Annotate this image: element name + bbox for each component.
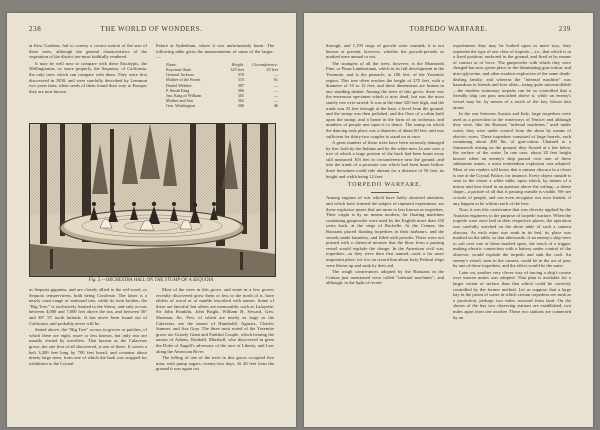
- table-row: [166, 103, 278, 108]
- right-column-1: [326, 43, 444, 287]
- paragraph: A great number of these trees have been seriously damaged by fire, both by the Indians and by the white men. In one case, a tree of which a large portion of the back had been burnt away still measured 103 feet in circumference near the ground, and into the trunk of a prostrate one which had been burnt hollow three horsemen could ride abreast for a distance of 50 feet, its height and width being 12 feet.: [326, 140, 444, 179]
- paragraph: Most of the trees in this grove, and some in a few groves recently discovered grow them or less to the north of it, have tablets of wood or of marble inscribed with names. Some of these are fanciful, but others are memorable; such as Lafayette, Sir John Franklin, John Bright, William H. Seward, Gen. Sherman, &c. Few, of which are nearly as large as the Calaveras, are the names of Humboldt, Agassiz, Charles Sumner, and Asa Gray. The three most noted of the Yosemite grove are Grizzly Giant and Faithful Couple, which bearing the names of Adams, Kimball, Marshall, who discovered in great the Dobe of Angell's adversary of the race of Liberty, and Law along the American River.: [156, 287, 274, 354]
- paragraph: The strangest of all the trees, however, is the Mammoth Pine, or Pinus Lambertiana, which in its full development in the Yosemite, and is the pinnacle, at 100 feet, of the Yosemite region. This tree often reaches the height of 275 feet, with a diameter of 10 to 12 feet; and these dimensions are beaten in any standing timber. Among the trees of this grove, there was the enormous specimen which is now dead, but was the most stately tree ever sawed. It was at the time 320 feet high, and the trunk was 33 feet through at the base, a level from the ground, and the stump was then polished, and the floor of a cabin built upon the stump, and a house in the form of an orchestra, and numbers of people met upon it to dance. The stump on which the dancing took place was a diameter of about 60 feet, and was sufficient for thirty-two couples to stand on at once.: [326, 60, 444, 139]
- section-heading: TORPEDO WARFARE.: [347, 182, 423, 189]
- table-cell: 325 feet: [230, 66, 244, 72]
- table-cell: Jno. King of William: [166, 93, 202, 98]
- table-cell: 45 feet: [266, 66, 278, 72]
- table-cell: 307: [237, 82, 244, 88]
- left-column-bottom-2: [156, 287, 274, 373]
- page-number: 239: [558, 25, 571, 33]
- table-cell: 315: [237, 77, 244, 83]
- table-cell: —: [273, 87, 278, 93]
- figure-caption: Fig. 3.—ORCHESTRA HALL ON THE STUMP OF A SEQUOIA.: [88, 278, 215, 283]
- table-header: Height.: [231, 61, 244, 67]
- left-column-top-2: [156, 43, 278, 112]
- table-cell: Gen. Washington: [166, 103, 195, 109]
- table-cell: 61: [273, 77, 278, 83]
- right-page: [304, 13, 593, 427]
- table-cell: 306: [237, 87, 244, 93]
- left-column-bottom-1: [29, 287, 147, 367]
- table-header: Name.: [166, 61, 177, 67]
- running-title: TORPEDO WARFARE.: [409, 25, 488, 33]
- measurements-table: [166, 62, 278, 109]
- table-cell: —: [273, 98, 278, 104]
- page-number: 238: [29, 25, 42, 33]
- table-cell: 305: [237, 93, 244, 98]
- right-header: [326, 25, 571, 35]
- table-cell: —: [273, 93, 278, 98]
- paragraph: at Kew Gardens, fail to convey a correct notion of the size of these trees, although the general characteristics of the vegetation of the district are most faithfully rendered.: [29, 43, 147, 60]
- table-cell: General Jackson: [166, 72, 194, 78]
- table-cell: Mother of the Forest: [166, 77, 201, 83]
- engraving-illustration: [29, 123, 276, 277]
- paragraph: Palace at Sydenham, where it was unfortunately burnt. The following table gives the measurements of some of the larger:—: [156, 43, 274, 60]
- paragraph: through, and 1,193 rings of growth were counted; it is not known at present, however, whether the growth-periods so marked were annual or not.: [326, 43, 444, 60]
- right-column-2: [453, 43, 571, 321]
- paragraph: Now, it was this contrivance that was cleverly applied by the Austrian engineers to the purpose of torpedo warfare. When the torpedo were once laid in their respective places, the operation was carefully watched on the shore table of such a camera obscura. As each mine was sunk in its bed, its place was marked on the table, so that afterwards, if an enemy's ship were to sail over one of these marked spots, the touch of a trigger, making electric connection with a battery under control of the observer, would explode the torpedo and sink the craft. An enemy's vessel, seen in the camera, could be in the act of pass by one of these torpedoes, and the effect would be the same.: [453, 207, 571, 269]
- table-cell: P. Smith King: [166, 87, 190, 93]
- paragraph: The rough contrivances adopted by the Russians in the Crimea just mentioned were called "infernal machines"; and although, in the light of recent: [326, 269, 444, 286]
- paragraph: Among engines of war which have lately attracted attention, and which have formed the subject of repeated experiment, are those explosive mines that are more or less known as torpedoes. Their origin is by no means modern, for floating machines containing gunpowder were used by the English more than 150 years back, at the siege of Rochelle. At the Crimea, the Russians placed floating torpedoes in their harbours, and the vessels made harmless, and filled with powder. These were not primed with a chemical mixture that the blow from a passing vessel would explode the charge. In the American civil war, torpedoes—as they were then first named—took a far more important place, for it is on record that about forty Federal ships were blown up and sunk by their aid.: [326, 195, 444, 268]
- forest-dance-engraving: [30, 124, 275, 276]
- left-column-top-1: [29, 43, 147, 95]
- table-cell: 302: [237, 98, 244, 104]
- running-title: THE WORLD OF WONDERS.: [100, 25, 203, 33]
- table-cell: Keystone State: [166, 66, 192, 72]
- table-header: Circumference.: [252, 61, 278, 67]
- paragraph: experiments they may be looked upon as mere toys, they represent the type of one class of torpedo,—i.e., that which is in a fixed position, anchored in the ground, and fired at by means of contact or of force. The gunpowder with which they were charged has now given place to the fulminating gun-cotton, and nitro-glycerine, and other modern explosives of the same death-dealing family; and whereas the "infernal machine" was hazardous to friends and foes alike—being quite uncontrollable—the modern stationary torpedo can be so controlled that a friendly ship can pass unscathed above it, while an enemy's vessel may be, by means of a touch of the key, blown into atoms.: [453, 43, 571, 110]
- paragraph: In the war between Austria and Italy, large torpedoes were used as a protection to the waterways of Venice; and although they were, like the Russian "infernal machines," used under water, they were under control from the shore by means of electric wires. These torpedoes consisted of large barrels, each containing about 400 lbs. of gun-cotton. Chained to a framework resting on the ground, they floated at a fair below the surface of the water. In one case, about 20 feet height known when an enemy's ship passed over one of these submarine mines, a most tremendous explosion was adopted. Most of our readers will know that a camera obscura in a closet is one at the Crystal Palace, for instance. Every object outside is seen in the centre a white table, upon which, by means of a mirror and lens fixed in an aperture above the ceiling—a dense shape—a picture of all that is passing outside is visible. We see crowds of people, and can even recognise our own friends, if any happen to be within reach of the lens.: [453, 111, 571, 206]
- table-cell: 319: [237, 72, 244, 78]
- section-rule: [371, 192, 399, 193]
- left-page: [7, 13, 296, 427]
- paragraph: Stated above, the "Big Tree" occurs in groves or patches, of which there are eight, more or less known, but only two are usually visited by travellers. That known as the Calaveras grove, the one first of all discovered, is one of these. It covers a belt 3,200 feet long by 700 feet broad, and contains about ninety large trees, from one of which the bark was stripped for exhibition to the Crystal: [29, 327, 147, 366]
- paragraph: The felling of one of the trees in this grove occupied five men, with pump augers, twenty-two days. At 40 feet from the ground it was again cut: [156, 355, 274, 372]
- table-cell: 46: [273, 103, 278, 109]
- paragraph: as Sequoia gigantea, and are closely allied to the red-wood, or Sequoia sempervirens, both being Coniferae. The latter is a nearly coast-range or seaboard tree, while its twin brother, the "Big Tree," is exclusively limited to the Sierra, and only occurs between 4,000 and 7,000 feet above the sea, and between 36° and 38° 15' north latitude. It has never been found out of California, and probably never will be.: [29, 287, 147, 326]
- left-header: [29, 25, 274, 35]
- table-cell: —: [273, 82, 278, 88]
- table-cell: Daniel Webster: [166, 82, 192, 88]
- table-cell: Mother and Son: [166, 98, 193, 104]
- paragraph: Later on, another very clever way of tracing a ship's course over unseen mines was adopted. That plan is available for a larger extent of surface than that which could be correctly controlled by the former method. Let us suppose that a large bay in the prism of water in which certain torpedoes are sunk as a protection, perhaps two miles seaward from land. On the shores of the bay two observing stations are established, two miles apart from one another. These two stations are connected by an: [453, 269, 571, 320]
- table-cell: 300: [237, 103, 244, 109]
- paragraph: It may be well now to compare with these Eucalypts, the Wellingtonias, or, more properly, the Sequoias, of California, the only trees which can compare with them. They were first discovered in 1850, and were carefully described by Lemmon two years later, when seeds of them found their way to Europe; they are now known: [29, 60, 147, 94]
- table-cell: —: [273, 72, 278, 78]
